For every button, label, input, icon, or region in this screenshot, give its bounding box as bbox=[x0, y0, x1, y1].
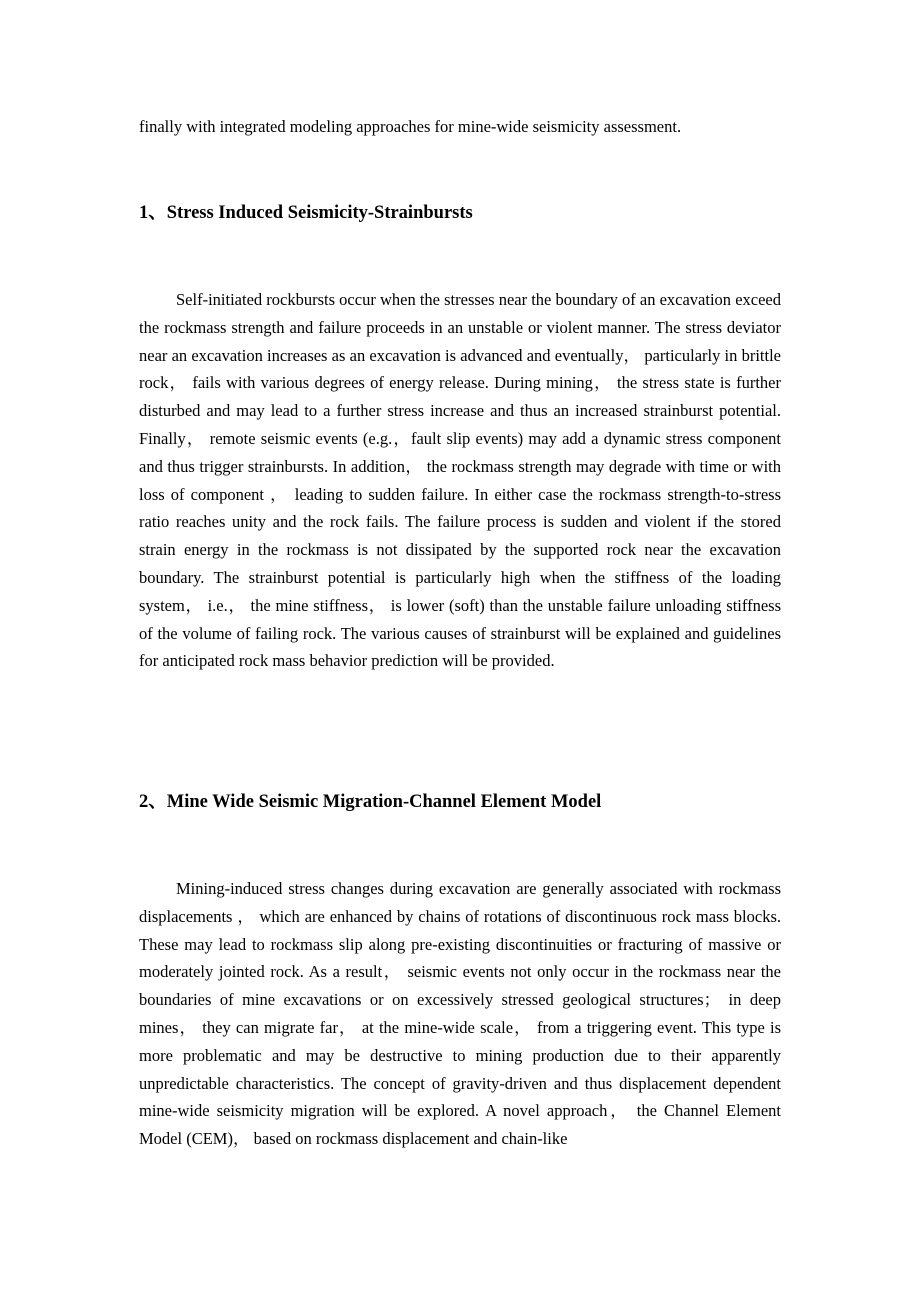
section-1-heading: 1、Stress Induced Seismicity-Strainbursts bbox=[139, 203, 473, 223]
section-2-heading: 2、Mine Wide Seismic Migration-Channel Element Model bbox=[139, 792, 602, 812]
section-1-paragraph: Self-initiated rockbursts occur when the stresses near the boundary of an excavation exceed the rockmass strength and failure proceeds in an unstable or violent manner. The stress deviator near an excavation increases as an excavation is advanced and eventually， particularly in brittle rock， fails with various degrees of energy release. During mining， the stress state is further disturbed and may lead to a further stress increase and thus an increased strainburst potential. Finally， remote seismic events (e.g.，fault slip events) may add a dynamic stress component and thus trigger strainbursts. In addition， the rockmass strength may degrade with time or with loss of component ， leading to sudden failure. In either case the rockmass strength-to-stress ratio reaches unity and the rock fails. The failure process is sudden and violent if the stored strain energy in the rockmass is not dissipated by the supported rock near the excavation boundary. The strainburst potential is particularly high when the stiffness of the loading system， i.e.， the mine stiffness， is lower (soft) than the unstable failure unloading stiffness of the volume of failing rock. The various causes of strainburst will be explained and guidelines for anticipated rock mass behavior prediction will be provided. bbox=[139, 290, 781, 671]
lead-paragraph: finally with integrated modeling approaches for mine-wide seismicity assessment. bbox=[139, 117, 682, 136]
section-2-paragraph: Mining-induced stress changes during excavation are generally associated with rockmass displacements ， which are enhanced by chains of rotations of discontinuous rock mass blocks. These may lead to rockmass slip along pre-existing discontinuities or fracturing of massive or moderately jointed rock. As a result， seismic events not only occur in the rockmass near the boundaries of mine excavations or on excessively stressed geological structures； in deep mines， they can migrate far， at the mine-wide scale， from a triggering event. This type is more problematic and may be destructive to mining production due to their apparently unpredictable characteristics. The concept of gravity-driven and thus displacement dependent mine-wide seismicity migration will be explored. A novel approach， the Channel Element Model (CEM)， based on rockmass displacement and chain-like bbox=[139, 879, 781, 1149]
